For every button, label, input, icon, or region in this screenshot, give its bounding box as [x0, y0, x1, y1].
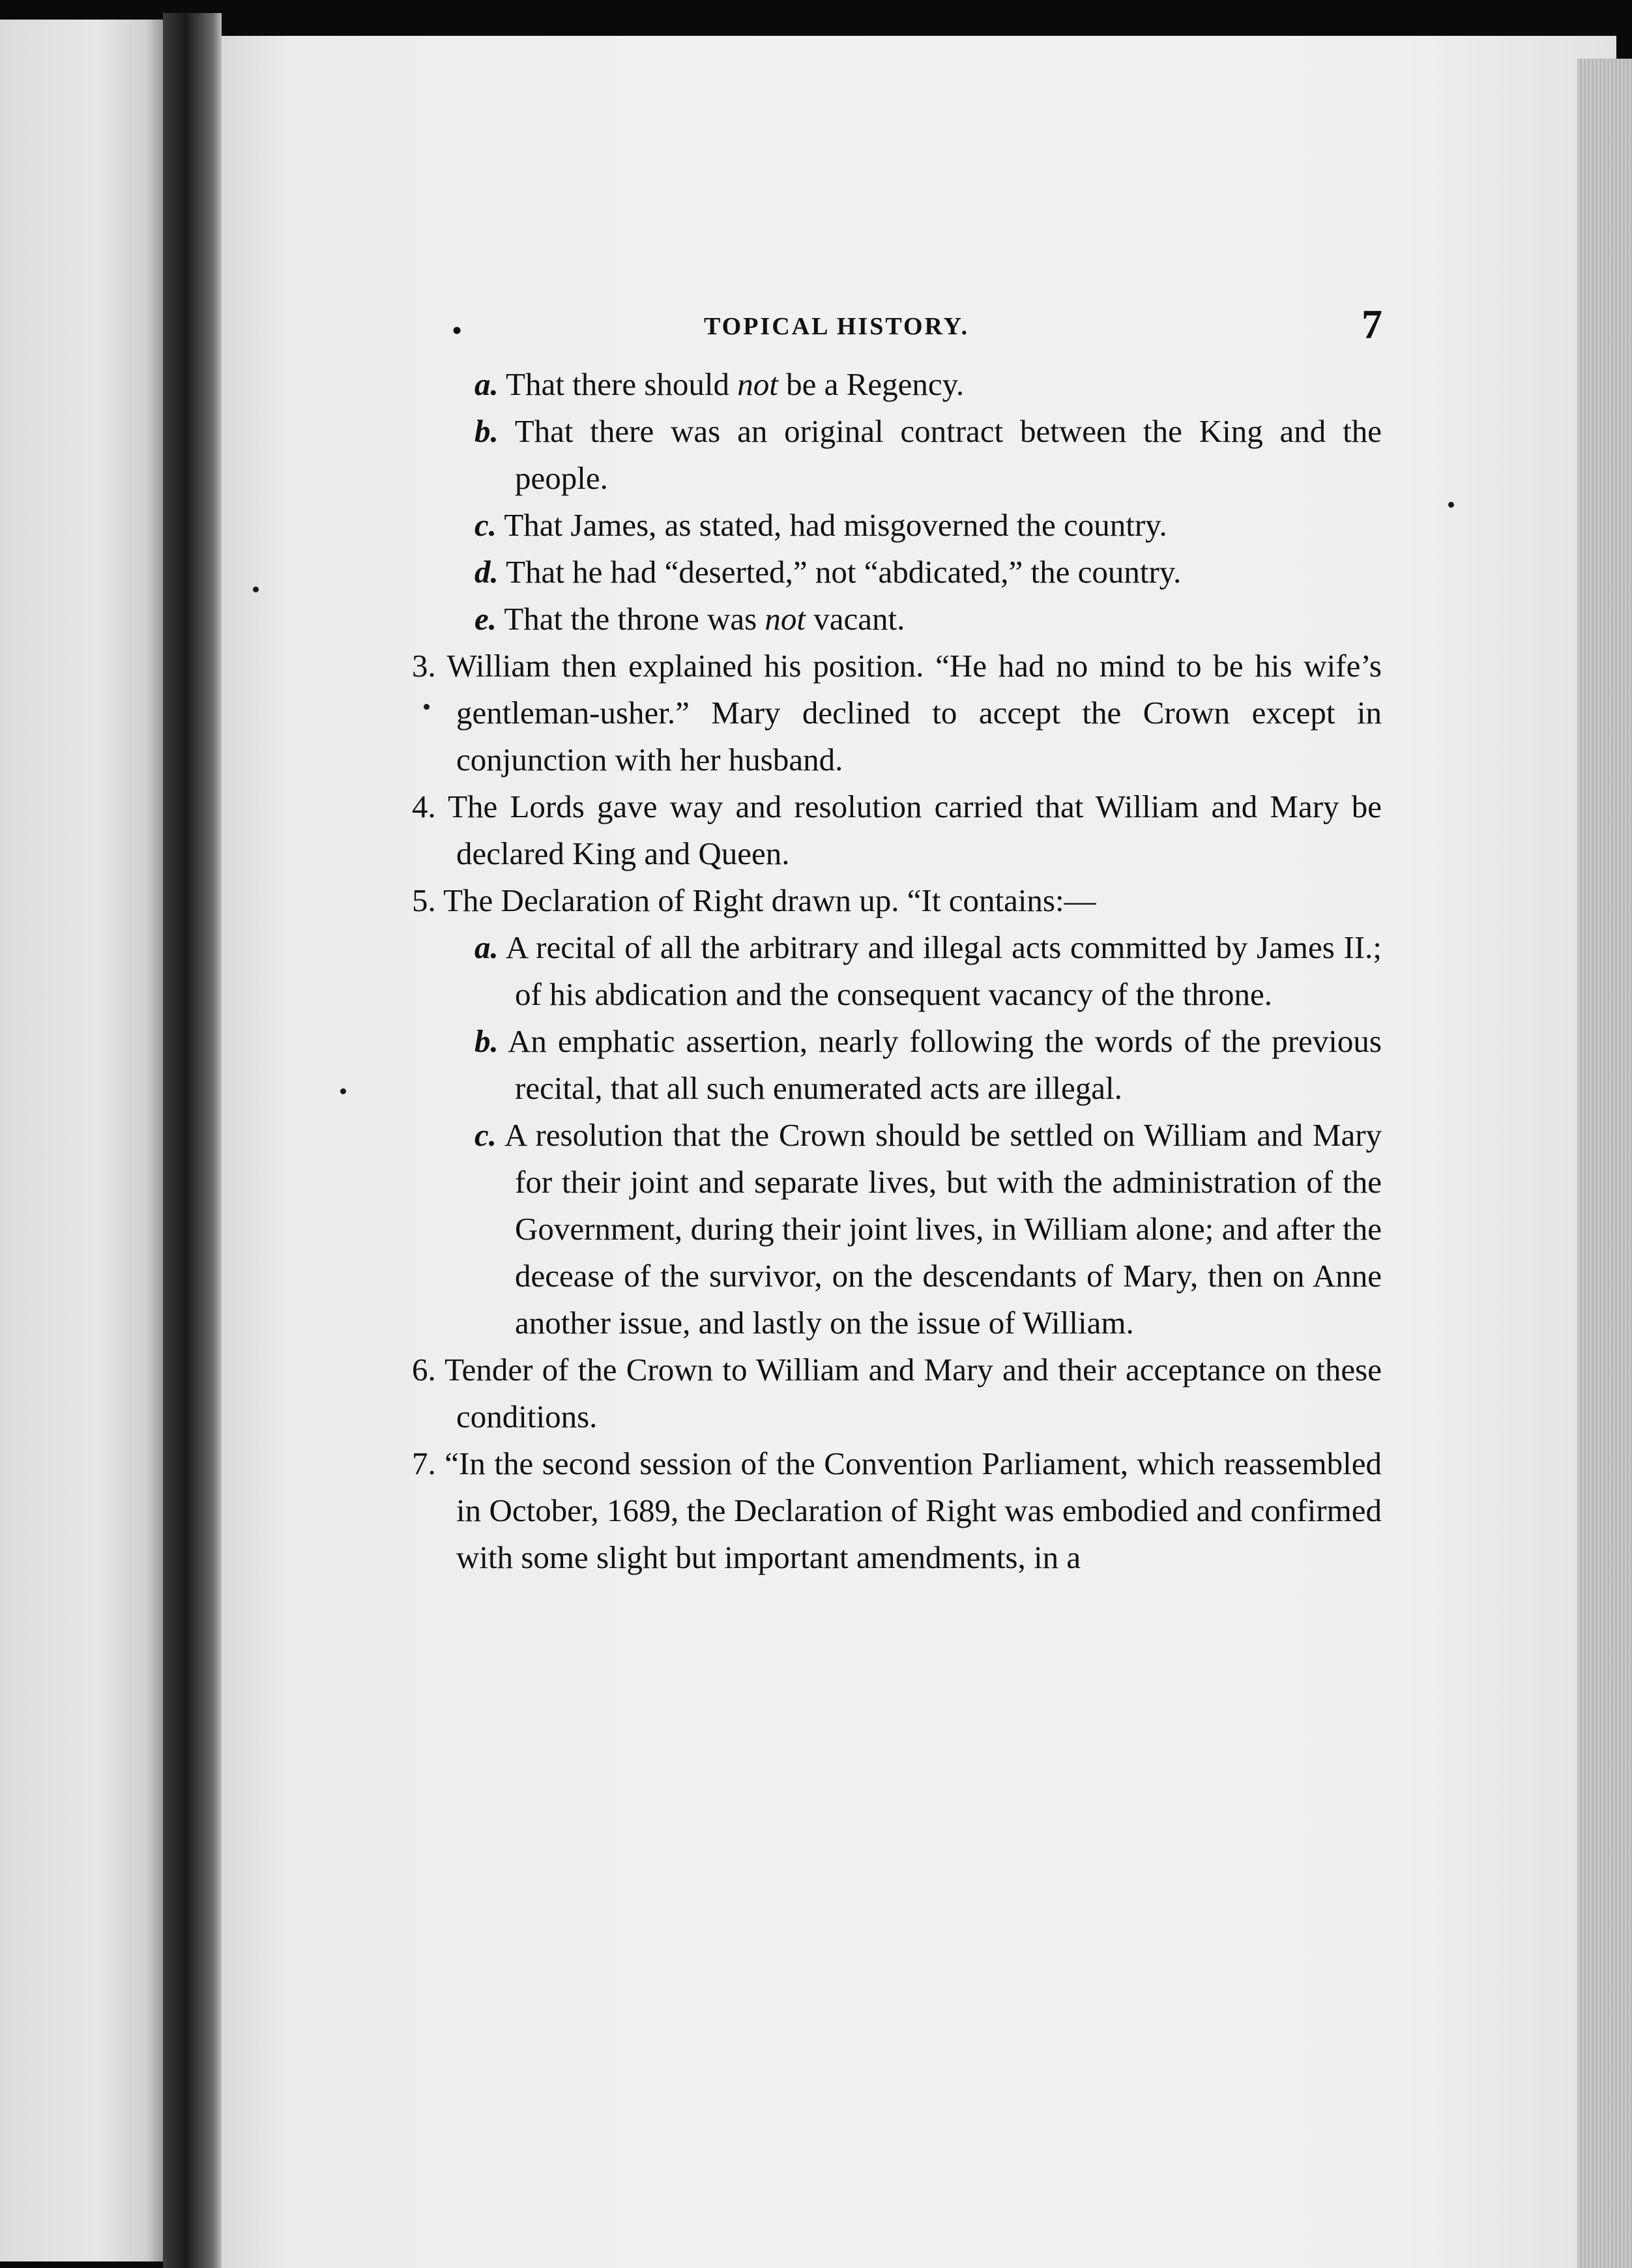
item-text: Tender of the Crown to William and Mary and their acceptance on these conditions. — [444, 1352, 1382, 1434]
item-text: A resolution that the Crown should be settled on William and Mary for their joint and separate lives, but with the administration of the Government, during their joint lives, in William alone; and after the decease of the survivor, on the descendants of Mary, then on Anne another issue, and lastly on the issue of William. — [504, 1117, 1382, 1341]
header-bullet: • — [452, 313, 463, 347]
dust-speck — [1448, 502, 1454, 508]
item-text: The Declaration of Right drawn up. “It contains:— — [443, 882, 1096, 918]
list-item — [365, 502, 1382, 549]
item-number: 3. — [412, 648, 436, 684]
item-number: 4. — [412, 789, 436, 824]
item-text: That he had “deserted,” not “abdicated,” the country. — [506, 554, 1182, 590]
item-text: That there was an original contract between the King and the people. — [514, 413, 1382, 496]
list-item — [365, 549, 1382, 596]
item-text: vacant. — [806, 601, 905, 637]
item-label: e. — [474, 601, 497, 637]
item-label: d. — [474, 554, 499, 590]
item-emphasis: not — [737, 366, 778, 402]
item-number: 5. — [412, 882, 436, 918]
item-text: The Lords gave way and resolution carried that William and Mary be declared King and Queen. — [448, 789, 1382, 871]
numbered-item — [365, 877, 1382, 924]
list-item — [365, 1018, 1382, 1112]
item-text: That the throne was — [504, 601, 765, 637]
item-text: be a Regency. — [778, 366, 965, 402]
list-item — [365, 408, 1382, 502]
item-text: An emphatic assertion, nearly following the words of the previous recital, that all such enumerated acts are illegal. — [508, 1023, 1382, 1106]
item-text: “In the second session of the Convention Parliament, which reassembled in October, 1689, the Declaration of Right was embodied and confirmed with some slight but important amendments, in a — [444, 1446, 1382, 1575]
item-label: c. — [474, 1117, 497, 1153]
body-text — [365, 361, 1382, 1581]
item-text: William then explained his position. “He had no mind to be his wife’s gentleman-usher.” Mary declined to accept the Crown except in conjunction with her husband. — [446, 648, 1382, 778]
item-text: A recital of all the arbitrary and illegal acts committed by James II.; of his abdication and the consequent vacancy of the throne. — [505, 929, 1382, 1012]
numbered-item — [365, 643, 1382, 783]
item-number: 6. — [412, 1352, 436, 1388]
list-item — [365, 1112, 1382, 1346]
page-stack-edge — [1577, 59, 1632, 2268]
item-emphasis: not — [765, 601, 806, 637]
numbered-item — [365, 1346, 1382, 1440]
book-gutter — [163, 13, 222, 2268]
item-label: a. — [474, 366, 499, 402]
page-number: 7 — [1362, 301, 1382, 347]
numbered-item — [365, 1440, 1382, 1581]
list-item — [365, 596, 1382, 643]
item-text: That there should — [506, 366, 738, 402]
dust-speck — [253, 587, 259, 592]
facing-page-edge — [0, 20, 163, 2261]
list-item — [365, 924, 1382, 1018]
item-label: a. — [474, 929, 499, 965]
running-title: TOPICAL HISTORY. — [704, 313, 970, 340]
item-label: c. — [474, 507, 497, 543]
item-number: 7. — [412, 1446, 436, 1481]
item-label: b. — [474, 413, 499, 449]
item-label: b. — [474, 1023, 499, 1059]
dust-speck — [340, 1088, 346, 1094]
numbered-item — [365, 783, 1382, 877]
list-item — [365, 361, 1382, 408]
item-text: That James, as stated, had misgoverned the country. — [504, 507, 1167, 543]
running-header — [365, 301, 1382, 347]
